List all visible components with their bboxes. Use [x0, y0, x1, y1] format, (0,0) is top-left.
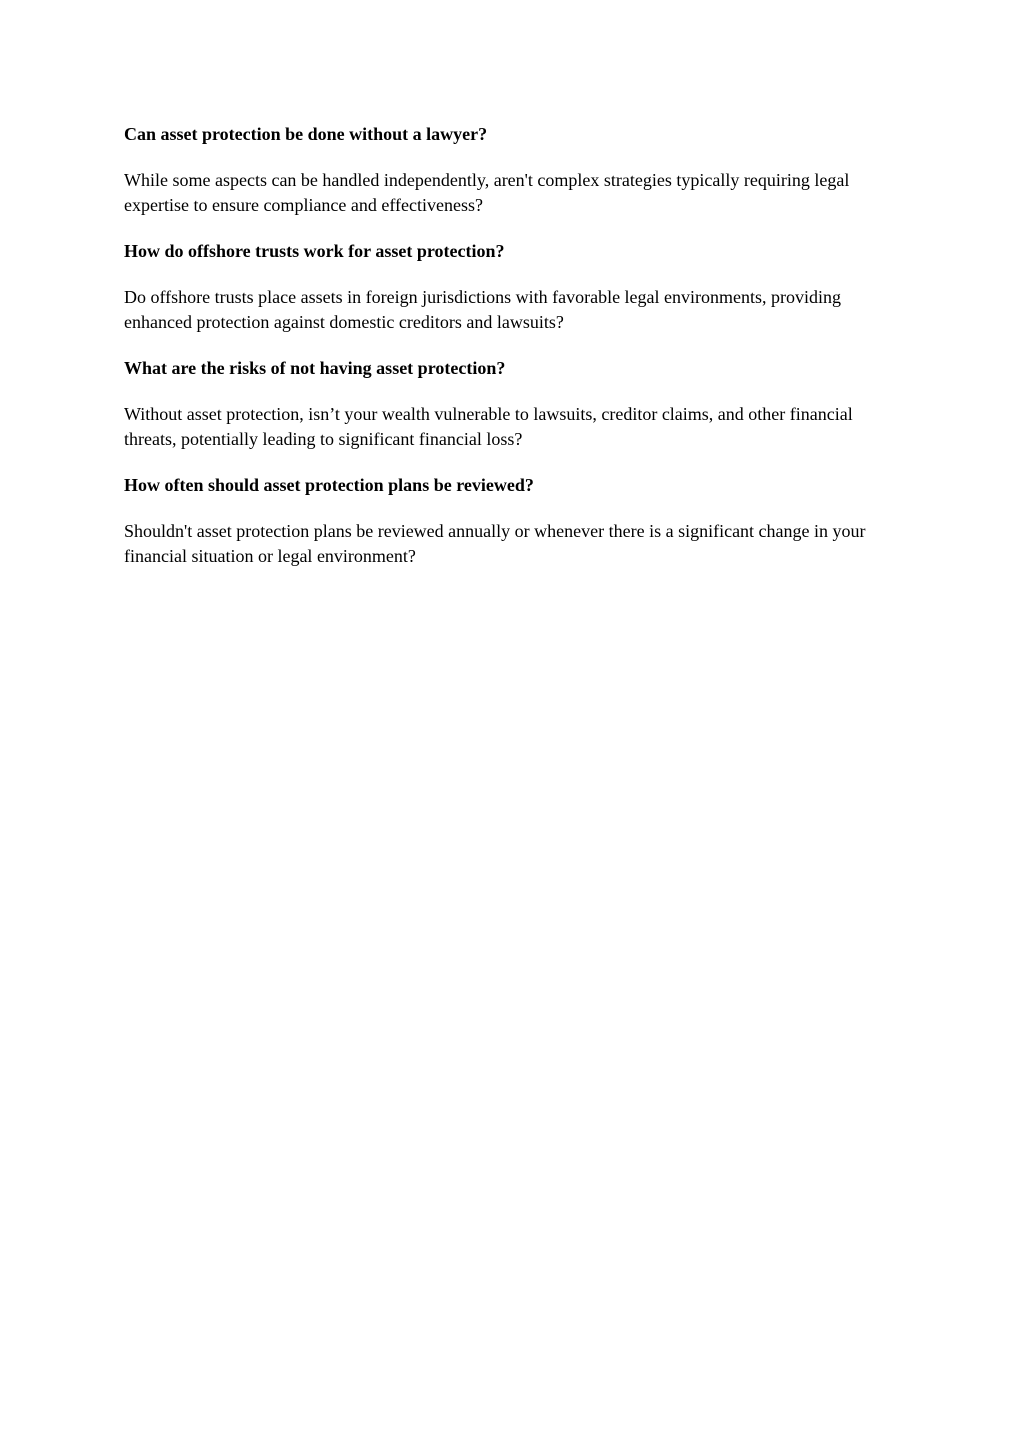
faq-question: Can asset protection be done without a lawyer? [124, 124, 488, 144]
faq-question: How often should asset protection plans be reviewed? [124, 475, 534, 495]
faq-question: How do offshore trusts work for asset protection? [124, 241, 505, 261]
document-page [124, 122, 904, 590]
faq-question: What are the risks of not having asset protection? [124, 358, 506, 378]
faq-answer: Without asset protection, isn’t your wealth vulnerable to lawsuits, creditor claims, and other financial threats, potentially leading to significant financial loss? [124, 404, 853, 449]
faq-answer: Shouldn't asset protection plans be reviewed annually or whenever there is a significant change in your financial situation or legal environment? [124, 521, 866, 566]
faq-answer: While some aspects can be handled independently, aren't complex strategies typically requiring legal expertise to ensure compliance and effectiveness? [124, 170, 850, 215]
faq-answer: Do offshore trusts place assets in foreign jurisdictions with favorable legal environments, providing enhanced protection against domestic creditors and lawsuits? [124, 287, 842, 332]
